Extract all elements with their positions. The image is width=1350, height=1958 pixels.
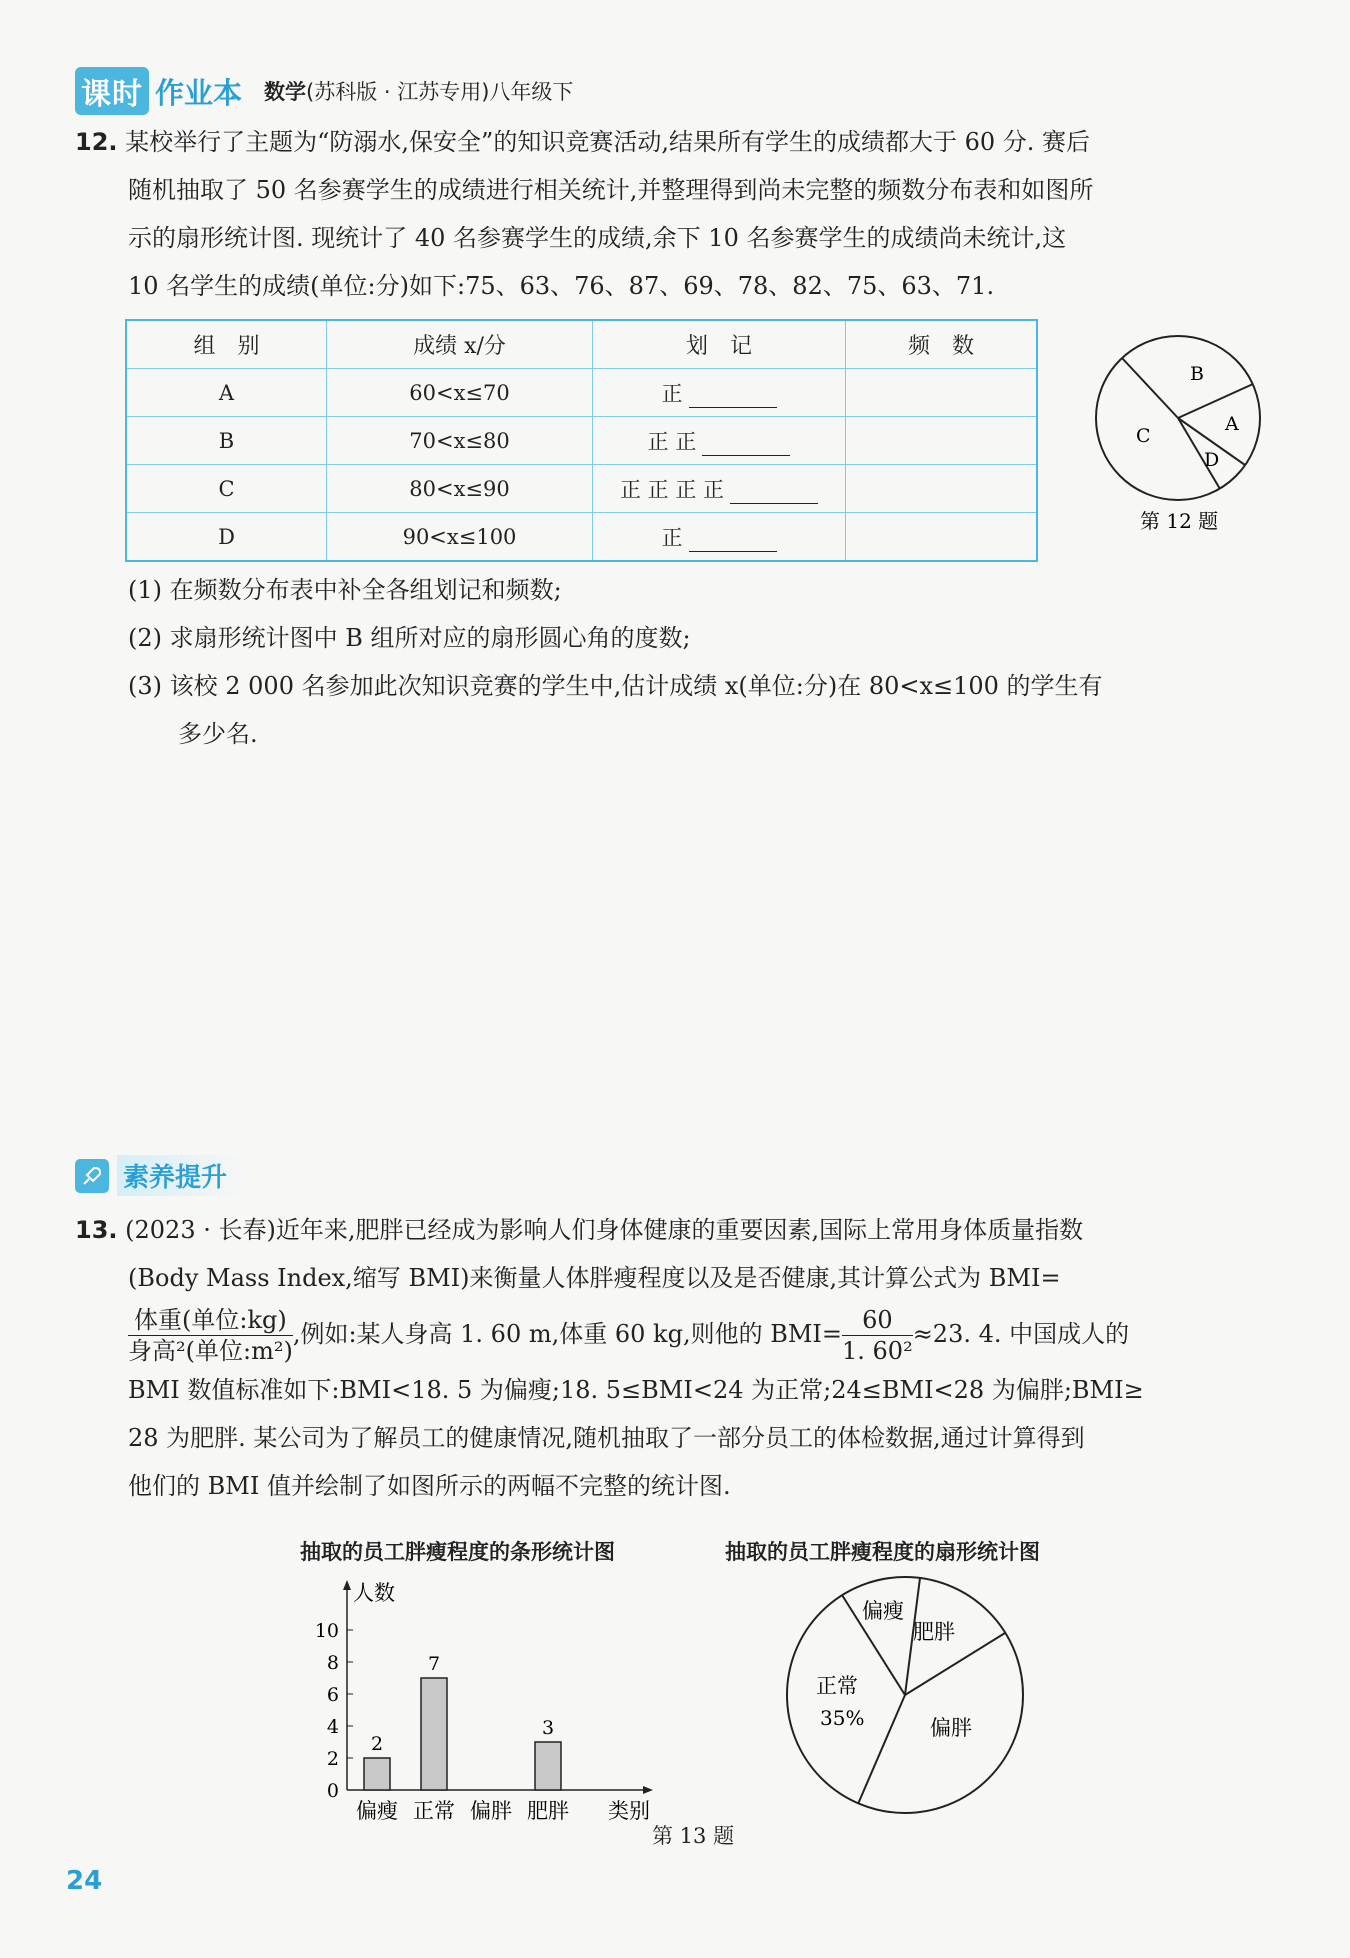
table-header-row bbox=[126, 320, 1037, 369]
y-axis-label: 人数 bbox=[353, 1581, 395, 1605]
pie-label-normal: 正常 bbox=[816, 1674, 858, 1698]
y-tick-label: 10 bbox=[314, 1620, 339, 1642]
pie-chart bbox=[780, 1575, 1040, 1835]
table-row bbox=[126, 369, 1037, 417]
subquestion-2: (2) 求扇形统计图中 B 组所对应的扇形圆心角的度数; bbox=[128, 624, 691, 652]
blank-line bbox=[689, 533, 777, 552]
x-tick-label: 偏胖 bbox=[470, 1799, 512, 1820]
q13-line-3-text: ,例如:某人身高 1. 60 m,体重 60 kg,则他的 BMI= bbox=[292, 1320, 842, 1348]
bmi-example-fraction bbox=[842, 1305, 913, 1366]
example-denominator: 1. 60² bbox=[842, 1337, 913, 1365]
y-tick-label: 2 bbox=[326, 1748, 339, 1770]
bar-data-label: 7 bbox=[427, 1653, 441, 1675]
cell-group: B bbox=[126, 417, 327, 465]
bar-data-label: 2 bbox=[370, 1733, 384, 1755]
page-number: 24 bbox=[66, 1866, 103, 1896]
x-axis-label: 类别 bbox=[608, 1799, 650, 1820]
cell-tally[interactable] bbox=[593, 513, 846, 562]
cell-tally[interactable] bbox=[593, 369, 846, 417]
q13-caption: 第 13 题 bbox=[652, 1824, 735, 1848]
cell-group: C bbox=[126, 465, 327, 513]
pie-chart-title: 抽取的员工胖瘦程度的扇形统计图 bbox=[725, 1540, 1040, 1564]
x-axis-arrow bbox=[643, 1786, 653, 1794]
pie-label-d: D bbox=[1204, 449, 1220, 471]
subquestion-3: (3) 该校 2 000 名参加此次知识竞赛的学生中,估计成绩 x(单位:分)在 80<x≤100 的学生有 bbox=[128, 672, 1103, 700]
pie-divider bbox=[1178, 384, 1253, 418]
pie-label-a: A bbox=[1225, 413, 1239, 435]
tally-mark: 正 bbox=[661, 381, 683, 406]
question-13 bbox=[75, 1206, 1275, 1510]
brand-logo-part1: 课时 bbox=[75, 67, 149, 115]
y-tick-label: 6 bbox=[326, 1684, 339, 1706]
y-tick-label: 0 bbox=[326, 1780, 339, 1802]
cell-tally[interactable] bbox=[593, 465, 846, 513]
question-number: 12. bbox=[75, 128, 118, 156]
x-tick-label: 正常 bbox=[413, 1799, 455, 1820]
header-frequency: 频 数 bbox=[846, 320, 1038, 369]
q12-line-1: 某校举行了主题为“防溺水,保安全”的知识竞赛活动,结果所有学生的成绩都大于 60 分. 赛后 bbox=[125, 128, 1091, 156]
q13-line-6: 他们的 BMI 值并绘制了如图所示的两幅不完整的统计图. bbox=[128, 1472, 731, 1500]
cell-group: A bbox=[126, 369, 327, 417]
pie-label-c: C bbox=[1136, 425, 1151, 447]
pie-label-b: B bbox=[1190, 363, 1204, 385]
y-tick-label: 8 bbox=[326, 1652, 339, 1674]
x-tick-label: 偏瘦 bbox=[356, 1799, 398, 1820]
table-row bbox=[126, 465, 1037, 513]
x-tick-label: 肥胖 bbox=[527, 1799, 569, 1820]
question-number: 13. bbox=[75, 1216, 118, 1244]
q12-caption: 第 12 题 bbox=[1140, 509, 1219, 533]
rocket-icon bbox=[75, 1159, 109, 1193]
q12-line-3: 示的扇形统计图. 现统计了 40 名参赛学生的成绩,余下 10 名参赛学生的成绩尚未统计,这 bbox=[128, 224, 1067, 252]
cell-frequency[interactable] bbox=[846, 369, 1038, 417]
example-numerator: 60 bbox=[842, 1305, 913, 1336]
q12-pie-figure bbox=[1090, 330, 1280, 540]
subject-label: 数学 bbox=[264, 80, 307, 104]
header-tally: 划 记 bbox=[593, 320, 846, 369]
formula-numerator: 体重(单位:kg) bbox=[128, 1305, 293, 1336]
q13-line-3 bbox=[75, 1302, 1275, 1366]
q13-line-4: BMI 数值标准如下:BMI<18. 5 为偏瘦;18. 5≤BMI<24 为正常;24≤BMI<28 为偏胖;BMI≥ bbox=[128, 1376, 1144, 1404]
header-score: 成绩 x/分 bbox=[327, 320, 593, 369]
blank-line bbox=[730, 485, 818, 504]
q12-subquestions bbox=[128, 566, 1278, 758]
q13-line-3-end: ≈23. 4. 中国成人的 bbox=[912, 1320, 1130, 1348]
pie-label-underweight: 偏瘦 bbox=[862, 1599, 904, 1623]
tally-mark: 正 bbox=[661, 525, 683, 550]
table-row bbox=[126, 417, 1037, 465]
pie-divider bbox=[858, 1695, 905, 1804]
table-row bbox=[126, 513, 1037, 562]
pie-label-obese: 肥胖 bbox=[913, 1620, 955, 1644]
header-group: 组 别 bbox=[126, 320, 327, 369]
q13-line-1: (2023 · 长春)近年来,肥胖已经成为影响人们身体健康的重要因素,国际上常用身体质量指数 bbox=[125, 1216, 1084, 1244]
section-tag bbox=[75, 1155, 245, 1196]
bar bbox=[421, 1678, 447, 1790]
subquestion-1: (1) 在频数分布表中补全各组划记和频数; bbox=[128, 576, 562, 604]
cell-tally[interactable] bbox=[593, 417, 846, 465]
pie-label-overweight: 偏胖 bbox=[930, 1716, 972, 1740]
bar-chart bbox=[300, 1570, 670, 1820]
q13-line-5: 28 为肥胖. 某公司为了解员工的健康情况,随机抽取了一部分员工的体检数据,通过计算得到 bbox=[128, 1424, 1085, 1452]
pie-divider bbox=[1122, 358, 1178, 418]
tally-mark: 正 正 bbox=[647, 429, 697, 454]
q12-line-4: 10 名学生的成绩(单位:分)如下:75、63、76、87、69、78、82、75、63、71. bbox=[128, 272, 995, 300]
pie-percent-normal: 35% bbox=[820, 1706, 865, 1730]
edition-label: (苏科版 · 江苏专用)八年级下 bbox=[306, 80, 574, 104]
cell-range: 70<x≤80 bbox=[327, 417, 593, 465]
page-header bbox=[75, 66, 573, 116]
question-12 bbox=[75, 118, 1275, 310]
bar-chart-title: 抽取的员工胖瘦程度的条形统计图 bbox=[300, 1540, 615, 1564]
blank-line bbox=[702, 437, 790, 456]
cell-range: 90<x≤100 bbox=[327, 513, 593, 562]
subquestion-3-cont: 多少名. bbox=[178, 720, 258, 748]
q12-line-2: 随机抽取了 50 名参赛学生的成绩进行相关统计,并整理得到尚未完整的频数分布表和如图所 bbox=[128, 176, 1094, 204]
q13-line-2: (Body Mass Index,缩写 BMI)来衡量人体胖瘦程度以及是否健康,其计算公式为 BMI= bbox=[128, 1264, 1061, 1292]
formula-denominator: 身高²(单位:m²) bbox=[128, 1337, 293, 1365]
brand-logo-part2: 作业本 bbox=[155, 75, 243, 110]
cell-frequency[interactable] bbox=[846, 465, 1038, 513]
bar-data-label: 3 bbox=[541, 1717, 555, 1739]
y-tick-label: 4 bbox=[326, 1716, 339, 1738]
bar bbox=[535, 1742, 561, 1790]
frequency-table bbox=[125, 319, 1038, 562]
cell-range: 60<x≤70 bbox=[327, 369, 593, 417]
cell-group: D bbox=[126, 513, 327, 562]
cell-frequency[interactable] bbox=[846, 417, 1038, 465]
tally-mark: 正 正 正 正 bbox=[619, 477, 725, 502]
book-subtitle bbox=[264, 76, 573, 106]
cell-frequency[interactable] bbox=[846, 513, 1038, 562]
y-axis-arrow bbox=[343, 1580, 351, 1590]
section-title: 素养提升 bbox=[117, 1155, 245, 1196]
cell-range: 80<x≤90 bbox=[327, 465, 593, 513]
bmi-formula-fraction bbox=[128, 1305, 293, 1366]
blank-line bbox=[689, 389, 777, 408]
bar bbox=[364, 1758, 390, 1790]
